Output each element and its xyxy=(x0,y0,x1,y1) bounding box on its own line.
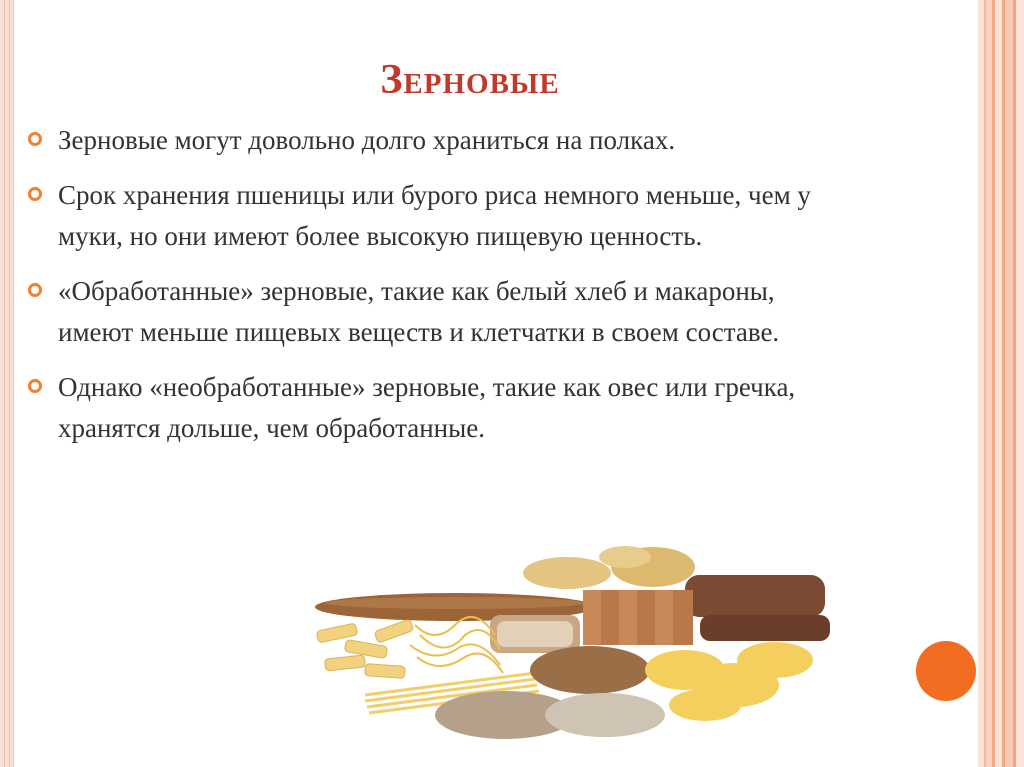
bullet-item xyxy=(28,271,848,353)
bullet-circle-icon xyxy=(28,187,42,201)
potato xyxy=(599,546,651,568)
bullet-item xyxy=(28,120,848,161)
egg-noodles xyxy=(410,617,503,673)
bullet-text: «Обработанные» зерновые, такие как белый хлеб и макароны, имеют меньше пищевых веществ и клетчатки в своем составе. xyxy=(58,276,780,347)
left-frame xyxy=(0,0,14,767)
bullet-circle-icon xyxy=(28,283,42,297)
bullet-item xyxy=(28,175,848,257)
grains-food-image xyxy=(305,545,845,745)
slide-title: Зерновые xyxy=(380,57,560,103)
sliced-bread xyxy=(583,590,693,645)
bullet-text: Зерновые могут довольно долго храниться на полках. xyxy=(58,125,676,155)
bullet-circle-icon xyxy=(28,132,42,146)
bullet-circle-icon xyxy=(28,379,42,393)
bullet-text: Срок хранения пшеницы или бурого риса немного меньше, чем у муки, но они имеют более высокую пищевую ценность. xyxy=(58,180,811,251)
bullet-text: Однако «необработанные» зерновые, такие как овес или гречка, хранятся дольше, чем обработанные. xyxy=(58,372,796,443)
farfalle-pasta xyxy=(645,642,813,721)
orange-circle-icon xyxy=(916,641,976,701)
oats xyxy=(545,693,665,737)
dark-bread xyxy=(685,575,825,617)
bullet-item xyxy=(28,367,848,449)
bullet-list xyxy=(28,120,848,463)
right-stripes xyxy=(978,0,1024,767)
penne-pasta xyxy=(316,619,414,679)
buckwheat xyxy=(530,646,650,694)
potato xyxy=(523,557,611,589)
